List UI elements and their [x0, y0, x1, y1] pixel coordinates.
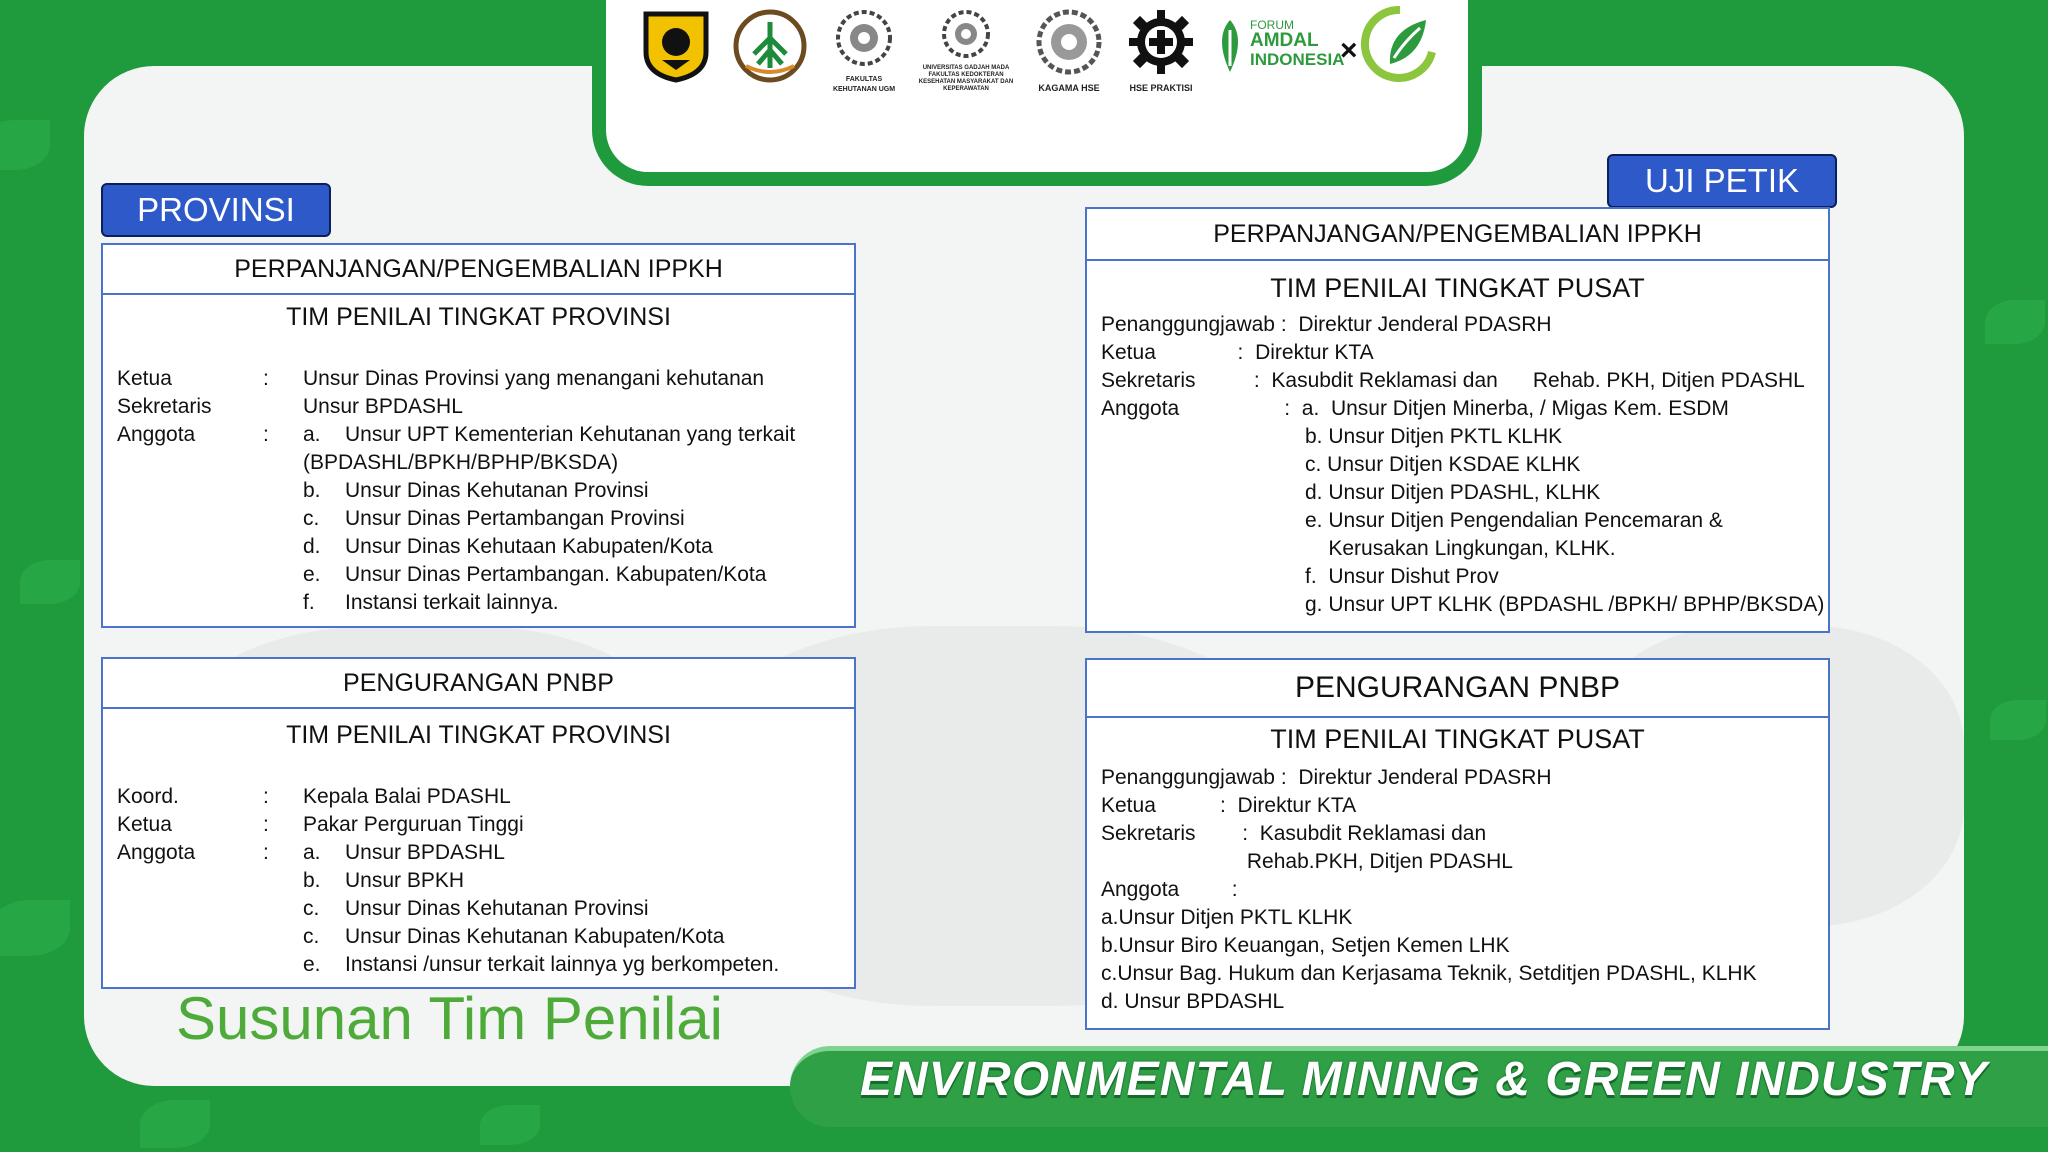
row-role: Sekretaris	[117, 395, 212, 418]
ugm-fk-kesehatan-logo-icon: UNIVERSITAS GADJAH MADA FAKULTAS KEDOKTERAN KESEHATAN MASYARAKAT DAN KEPERAWATAN	[914, 8, 1018, 93]
member-row: c.Unsur Bag. Hukum dan Kerjasama Teknik, Setditjen PDASHL, KLHK	[1101, 962, 1757, 985]
row-marker: e.	[303, 563, 321, 586]
member-item: Kerusakan Lingkungan, KLHK.	[1305, 537, 1616, 560]
member-row: b.Unsur Biro Keuangan, Setjen Kemen LHK	[1101, 934, 1510, 957]
green-leaf-logo-icon	[1360, 4, 1440, 89]
row-text: Unsur Dinas Pertambangan Provinsi	[345, 507, 685, 530]
esdm-logo-icon	[638, 8, 714, 89]
member-row: Sekretaris : Kasubdit Reklamasi dan Rehab. PKH, Ditjen PDASHL	[1101, 369, 1805, 392]
row-marker: b.	[303, 869, 321, 892]
member-row	[117, 923, 844, 951]
row-role: Anggota	[117, 423, 196, 446]
member-row	[117, 951, 844, 979]
pusat-pnbp-box	[1085, 658, 1830, 1030]
member-row	[117, 505, 844, 533]
box-subtitle: TIM PENILAI TINGKAT PUSAT	[1270, 273, 1645, 303]
box-header: PERPANJANGAN/PENGEMBALIAN IPPKH	[1087, 209, 1828, 261]
row-colon: :	[263, 813, 269, 836]
member-row: Penanggungjawab : Direktur Jenderal PDASRH	[1101, 766, 1552, 789]
row-colon: :	[263, 841, 269, 864]
member-row: Rehab.PKH, Ditjen PDASHL	[1101, 850, 1513, 873]
row-marker: a.	[303, 841, 321, 864]
member-row	[117, 533, 844, 561]
row-role: Ketua	[117, 813, 172, 836]
member-row	[117, 365, 844, 393]
member-row	[117, 561, 844, 589]
row-marker: c.	[303, 897, 320, 920]
member-item: c. Unsur Ditjen KSDAE KLHK	[1305, 453, 1581, 476]
member-row	[117, 421, 844, 449]
member-row	[117, 393, 844, 421]
row-text: Unsur Dinas Kehutanan Kabupaten/Kota	[345, 925, 725, 948]
row-text: Unsur Dinas Pertambangan. Kabupaten/Kota	[345, 563, 767, 586]
row-text: Unsur UPT Kementerian Kehutanan yang terkait	[345, 423, 796, 446]
row-colon: :	[263, 367, 269, 390]
times-mark: ×	[1340, 34, 1358, 67]
member-item: g. Unsur UPT KLHK (BPDASHL /BPKH/ BPHP/BKSDA)	[1305, 593, 1825, 616]
ugm-fakultas-kehutanan-logo-icon: FAKULTAS KEHUTANAN UGM	[824, 8, 904, 95]
member-row	[117, 449, 844, 477]
row-marker: d.	[303, 535, 321, 558]
member-row: Ketua : Direktur KTA	[1101, 794, 1357, 817]
kagama-hse-logo-icon: KAGAMA HSE	[1028, 8, 1110, 93]
row-role: Anggota	[117, 841, 196, 864]
row-role: Koord.	[117, 785, 179, 808]
row-role: Ketua	[117, 367, 172, 390]
member-row: Ketua : Direktur KTA	[1101, 341, 1374, 364]
box-header: PENGURANGAN PNBP	[103, 659, 854, 709]
row-marker: b.	[303, 479, 321, 502]
row-colon: :	[263, 423, 269, 446]
row-text: Kepala Balai PDASHL	[303, 785, 511, 808]
member-row	[117, 811, 844, 839]
row-marker: c.	[303, 507, 320, 530]
forum-amdal-logo-icon: FORUM AMDAL INDONESIA	[1210, 16, 1356, 76]
row-marker: c.	[303, 925, 320, 948]
row-marker: f.	[303, 591, 315, 614]
row-text: Unsur BPDASHL	[345, 841, 505, 864]
klhk-logo-icon	[732, 8, 808, 89]
member-item: d. Unsur Ditjen PDASHL, KLHK	[1305, 481, 1601, 504]
row-text: Unsur Dinas Kehutanan Provinsi	[345, 479, 649, 502]
box-subtitle: TIM PENILAI TINGKAT PUSAT	[1270, 724, 1645, 754]
member-row	[117, 783, 844, 811]
row-text: Unsur BPKH	[345, 869, 465, 892]
box-subtitle: TIM PENILAI TINGKAT PROVINSI	[286, 303, 671, 331]
footer-banner-text: ENVIRONMENTAL MINING & GREEN INDUSTRY	[860, 1053, 1988, 1106]
member-row	[117, 867, 844, 895]
row-text: Instansi /unsur terkait lainnya yg berkompeten.	[345, 953, 780, 976]
member-item: f. Unsur Dishut Prov	[1305, 565, 1499, 588]
member-row	[117, 839, 844, 867]
box-header: PERPANJANGAN/PENGEMBALIAN IPPKH	[103, 245, 854, 295]
member-row	[117, 895, 844, 923]
page-title: Susunan Tim Penilai	[176, 985, 723, 1052]
logo-bar	[592, 0, 1482, 186]
uji-petik-tag: UJI PETIK	[1607, 154, 1837, 208]
row-text: Unsur Dinas Provinsi yang menangani kehutanan	[303, 367, 765, 390]
row-text: Pakar Perguruan Tinggi	[303, 813, 524, 836]
member-row: Anggota : a. Unsur Ditjen Minerba, / Migas Kem. ESDM	[1101, 397, 1729, 420]
row-marker: a.	[303, 423, 321, 446]
member-row	[117, 477, 844, 505]
row-marker: e.	[303, 953, 321, 976]
row-text: Instansi terkait lainnya.	[345, 591, 559, 614]
row-text: Unsur Dinas Kehutaan Kabupaten/Kota	[345, 535, 713, 558]
member-row: Sekretaris : Kasubdit Reklamasi dan	[1101, 822, 1487, 845]
member-row: Anggota :	[1101, 878, 1238, 901]
row-text: (BPDASHL/BPKH/BPHP/BKSDA)	[303, 451, 619, 474]
hse-praktisi-logo-icon: HSE PRAKTISI	[1118, 8, 1204, 93]
row-colon: :	[263, 785, 269, 808]
provinsi-pnbp-box	[101, 657, 856, 989]
pusat-ippkh-box	[1085, 207, 1830, 633]
member-row: Penanggungjawab : Direktur Jenderal PDASRH	[1101, 313, 1552, 336]
member-row	[117, 589, 844, 617]
member-row: d. Unsur BPDASHL	[1101, 990, 1285, 1013]
member-row: a.Unsur Ditjen PKTL KLHK	[1101, 906, 1353, 929]
member-item: e. Unsur Ditjen Pengendalian Pencemaran &	[1305, 509, 1723, 532]
member-item: b. Unsur Ditjen PKTL KLHK	[1305, 425, 1563, 448]
row-text: Unsur Dinas Kehutanan Provinsi	[345, 897, 649, 920]
provinsi-ippkh-box	[101, 243, 856, 628]
provinsi-tag: PROVINSI	[101, 183, 331, 237]
box-subtitle: TIM PENILAI TINGKAT PROVINSI	[286, 721, 671, 749]
box-header: PENGURANGAN PNBP	[1087, 660, 1828, 718]
row-text: Unsur BPDASHL	[303, 395, 463, 418]
